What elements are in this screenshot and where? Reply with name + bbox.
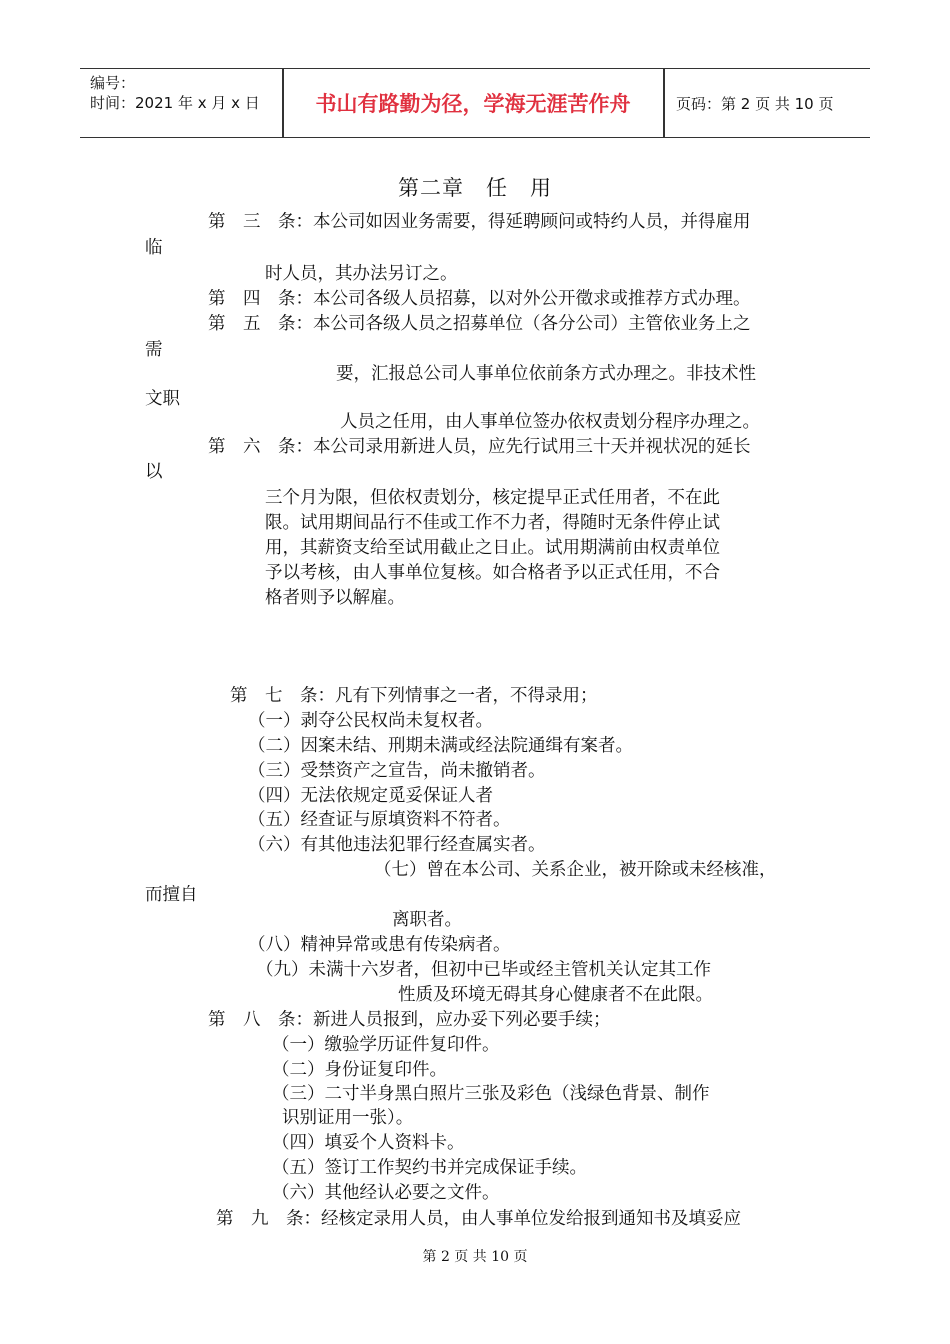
- article-5-line: 人员之任用，由人事单位签办依权责划分程序办理之。: [340, 412, 760, 432]
- article-5-line: 第 五 条：本公司各级人员之招募单位（各分公司）主管依业务上之: [208, 314, 751, 334]
- article-4-line: 第 四 条：本公司各级人员招募，以对外公开徵求或推荐方式办理。: [208, 289, 751, 309]
- article-8-item: 识别证用一张）。: [282, 1108, 414, 1128]
- article-7-item: （七）曾在本公司、关系企业，被开除或未经核准，: [374, 860, 777, 880]
- article-8-item: （四）填妥个人资料卡。: [272, 1133, 465, 1153]
- article-5-line: 需: [145, 340, 163, 360]
- article-6-line: 以: [145, 462, 163, 482]
- article-7-line: 第 七 条：凡有下列情事之一者，不得录用；: [230, 686, 598, 706]
- chapter-title: 第二章 任 用: [398, 176, 552, 200]
- article-6-line: 用，其薪资支给至试用截止之日止。试用期满前由权责单位: [265, 538, 720, 558]
- article-7-item: （五）经查证与原填资料不符者。: [248, 810, 511, 830]
- article-8-item: （六）其他经认必要之文件。: [272, 1183, 500, 1203]
- article-7-item: （九）未满十六岁者，但初中已毕或经主管机关认定其工作: [256, 960, 711, 980]
- article-8-item: （三）二寸半身黑白照片三张及彩色（浅绿色背景、制作: [272, 1084, 710, 1104]
- article-7-item: （八）精神异常或患有传染病者。: [248, 935, 511, 955]
- page-header: [80, 68, 870, 138]
- article-9-line: 第 九 条：经核定录用人员，由人事单位发给报到通知书及填妥应: [216, 1209, 741, 1229]
- article-7-item: （一）剥夺公民权尚未复权者。: [248, 711, 493, 731]
- article-3-line: 临: [145, 238, 163, 258]
- number-label: 编号：: [90, 74, 136, 92]
- article-6-line: 格者则予以解雇。: [265, 588, 405, 608]
- article-7-item: （四）无法依规定觅妥保证人者: [248, 786, 493, 806]
- article-7-item: 而擅自: [145, 885, 198, 905]
- page-info: 页码：第 2 页 共 10 页: [676, 94, 834, 113]
- article-5-line: 文职: [145, 389, 180, 409]
- header-meta: [90, 73, 260, 113]
- article-7-item: 性质及环境无碍其身心健康者不在此限。: [398, 985, 713, 1005]
- article-8-item: （二）身份证复印件。: [272, 1060, 447, 1080]
- motto: 书山有路勤为径，学海无涯苦作舟: [315, 92, 631, 116]
- article-6-line: 三个月为限，但依权责划分，核定提早正式任用者，不在此: [265, 488, 720, 508]
- article-7-item: （二）因案未结、刑期未满或经法院通缉有案者。: [248, 736, 633, 756]
- article-7-item: （三）受禁资产之宣告，尚未撤销者。: [248, 761, 546, 781]
- article-7-item: （六）有其他违法犯罪行经查属实者。: [248, 835, 546, 855]
- article-8-item: （一）缴验学历证件复印件。: [272, 1035, 500, 1055]
- article-5-line: 要，汇报总公司人事单位依前条方式办理之。非技术性: [336, 364, 756, 384]
- article-3-line: 时人员，其办法另订之。: [265, 264, 458, 284]
- article-6-line: 予以考核，由人事单位复核。如合格者予以正式任用，不合: [265, 563, 720, 583]
- article-8-item: （五）签订工作契约书并完成保证手续。: [272, 1158, 587, 1178]
- article-3-line: 第 三 条：本公司如因业务需要，得延聘顾问或特约人员，并得雇用: [208, 212, 751, 232]
- article-7-item: 离职者。: [392, 910, 462, 930]
- article-6-line: 第 六 条：本公司录用新进人员，应先行试用三十天并视状况的延长: [208, 437, 751, 457]
- article-8-line: 第 八 条：新进人员报到，应办妥下列必要手续；: [208, 1010, 611, 1030]
- page-footer: 第 2 页 共 10 页: [422, 1249, 528, 1265]
- article-6-line: 限。试用期间品行不佳或工作不力者，得随时无条件停止试: [265, 513, 720, 533]
- time-label: 时间：2021 年 x 月 x 日: [90, 94, 260, 112]
